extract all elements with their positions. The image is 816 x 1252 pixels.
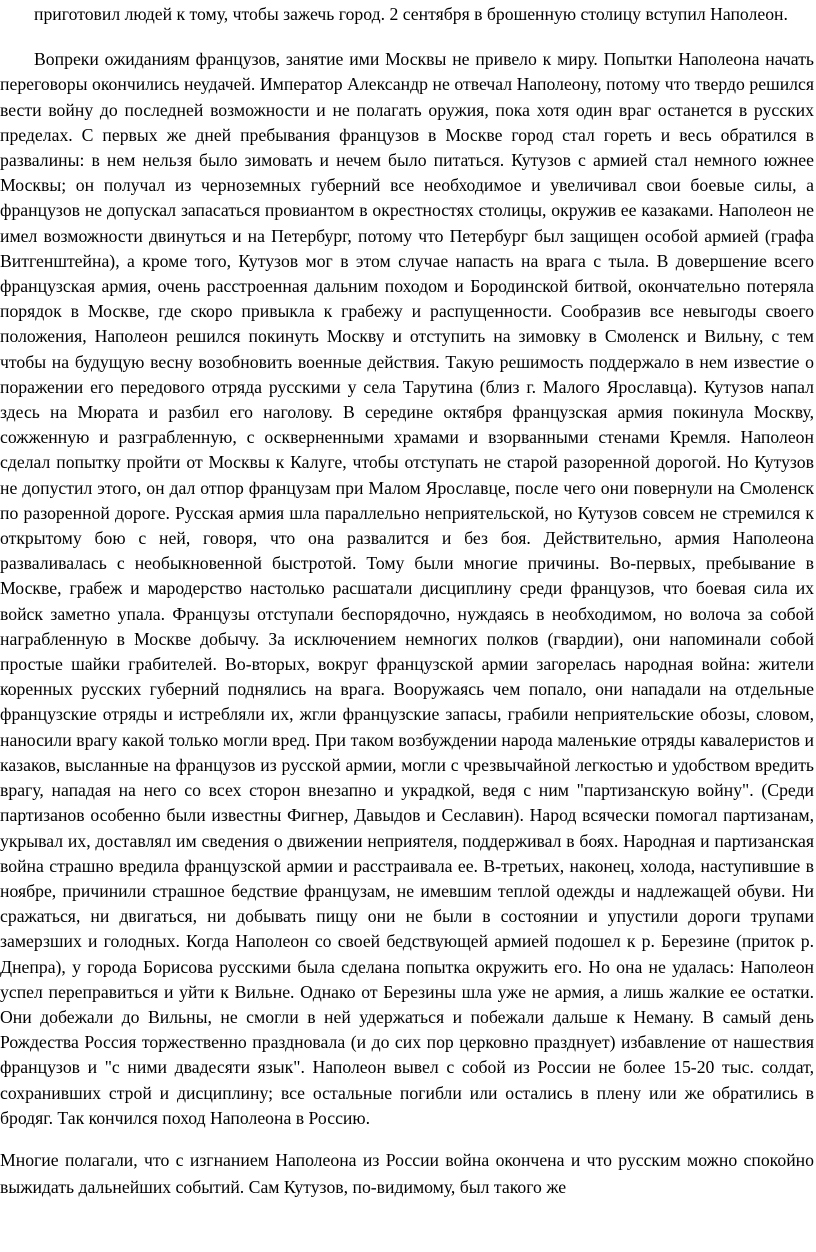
paragraph-1: приготовил людей к тому, чтобы зажечь город. 2 сентября в брошенную столицу вступил Наполеон. (34, 4, 788, 24)
paragraph-2: Вопреки ожиданиям французов, занятие ими Москвы не привело к миру. Попытки Наполеона начать переговоры окончились неудачей. Император Александр не отвечал Наполеону, потому что твердо решился вести войну до последней возможности и не полагать оружия, пока хотя один враг останется в русских пределах. С первых же дней пребывания французов в Москве город стал гореть и весь обратился в развалины: в нем нельзя было зимовать и нечем было питаться. Кутузов с армией стал немного южнее Москвы; он получал из черноземных губерний все необходимое и увеличивал свои боевые силы, а французов не допускал запасаться провиантом в окрестностях столицы, окружив ее казаками. Наполеон не имел возможности двинуться и на Петербург, потому что Петербург был защищен особой армией (графа Витгенштейна), а кроме того, Кутузов мог в этом случае напасть на врага с тыла. В довершение всего французская армия, очень расстроенная дальним походом и Бородинской битвой, окончательно потеряла порядок в Москве, где скоро привыкла к грабежу и распущенности. Сообразив все невыгоды своего положения, Наполеон решился покинуть Москву и отступить на зимовку в Смоленск и Вильну, с тем чтобы на будущую весну возобновить военные действия. Такую решимость поддержало в нем известие о поражении его передового отряда русскими у села Тарутина (близ г. Малого Ярославца). Кутузов напал здесь на Мюрата и разбил его наголову. В середине октября французская армия покинула Москву, сожженную и разграбленную, с оскверненными храмами и взорванными стенами Кремля. Наполеон сделал попытку пройти от Москвы к Калуге, чтобы отступать не старой разоренной дорогой. Но Кутузов не допустил этого, он дал отпор французам при Малом Ярославце, после чего они повернули на Смоленск по разоренной дороге. Русская армия шла параллельно неприятельской, но Кутузов совсем не стремился к открытому бою с ней, говоря, что она развалится и без боя. Действительно, армия Наполеона разваливалась с необыкновенной быстротой. Тому были многие причины. Во-первых, пребывание в Москве, грабеж и мародерство настолько расшатали дисциплину среди французов, что боевая сила их войск заметно упала. Французы отступали беспорядочно, нуждаясь в необходимом, но волоча за собой награбленную в Москве добычу. За исключением немногих полков (гвардии), они напоминали собой простые шайки грабителей. Во-вторых, вокруг французской армии загорелась народная война: жители коренных русских губерний поднялись на врага. Вооружаясь чем попало, они нападали на отдельные французские отряды и истребляли их, жгли французские запасы, грабили неприятельские обозы, словом, наносили врагу какой только могли вред. При таком возбуждении народа маленькие отряды кавалеристов и казаков, высланные на французов из русской армии, могли с чрезвычайной легкостью и удобством вредить врагу, нападая на него со всех сторон внезапно и украдкой, ведя с ним "партизанскую войну". (Среди партизанов особенно были известны Фигнер, Давыдов и Сеславин). Народ всячески помогал партизанам, укрывал их, доставлял им сведения о движении неприятеля, поддерживал в боях. Народная и партизанская война страшно вредила французской армии и расстраивала ее. В-третьих, наконец, холода, наступившие в ноябре, причинили страшное бедствие французам, не имевшим теплой одежды и надлежащей обуви. Ни сражаться, ни двигаться, ни добывать пищу они не были в состоянии и упустили дороги трупами замерзших и голодных. Когда Наполеон со своей бедствующей армией подошел к р. Березине (приток р. Днепра), у города Борисова русскими была сделана попытка окружить его. Но она не удалась: Наполеон успел переправиться и уйти к Вильне. Однако от Березины шла уже не армия, а лишь жалкие ее остатки. Они добежали до Вильны, не смогли в ней удержаться и побежали дальше к Неману. В самый день Рождества Россия торжественно праздновала (и до сих пор церковно празднует) избавление от нашествия французов и "с ними двадесяти язык". Наполеон вывел с собой из России не более 15-20 тыс. солдат, сохранивших строй и дисциплину; все остальные погибли или остались в плену или же обратились в бродяг. Так кончился поход Наполеона в Россию. (0, 49, 814, 1128)
paragraph-3: Многие полагали, что с изгнанием Наполеона из России война окончена и что русским можно спокойно выжидать дальнейших событий. Сам Кутузов, по-видимому, был такого же (0, 1149, 814, 1197)
